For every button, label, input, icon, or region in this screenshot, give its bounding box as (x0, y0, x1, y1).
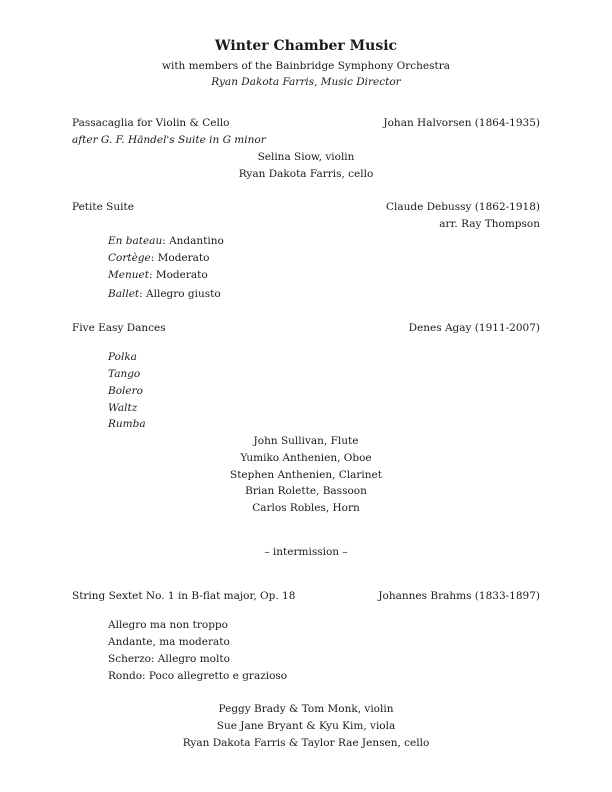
performer-line: Ryan Dakota Farris, cello (238, 168, 374, 180)
movement-name: Menuet (108, 269, 149, 281)
performer-line: Ryan Dakota Farris & Taylor Rae Jensen, cello (182, 737, 430, 749)
movement-line: Allegro ma non troppo (108, 619, 228, 631)
music-director: Ryan Dakota Farris, Music Director (211, 76, 401, 88)
piece-title: Five Easy Dances (72, 322, 166, 334)
piece-composer: Johan Halvorsen (1864-1935) (383, 117, 540, 129)
movement-line: Bolero (108, 385, 143, 397)
piece-note: after G. F. Händel's Suite in G minor (72, 134, 266, 146)
piece-composer: Johannes Brahms (1833-1897) (378, 590, 540, 602)
performer-line: Selina Siow, violin (257, 151, 355, 163)
intermission-label: – intermission – (264, 546, 348, 558)
movement-name: En bateau (108, 235, 163, 247)
performer-line: Peggy Brady & Tom Monk, violin (218, 703, 394, 715)
movement-tempo: : Andantino (162, 235, 224, 247)
performer-line: Sue Jane Bryant & Kyu Kim, viola (216, 720, 396, 732)
piece-composer: Denes Agay (1911-2007) (408, 322, 540, 334)
piece-title: String Sextet No. 1 in B-flat major, Op. 18 (72, 590, 296, 602)
performer-line: John Sullivan, Flute (253, 435, 359, 447)
movement-name: Cortège (108, 252, 151, 264)
piece-title: Petite Suite (72, 201, 134, 213)
movement-line (108, 269, 208, 281)
movement-line (108, 252, 209, 264)
movement-line: Polka (108, 351, 137, 363)
piece-composer: Claude Debussy (1862-1918) (385, 201, 540, 213)
movement-line: Waltz (108, 402, 138, 414)
performer-line: Stephen Anthenien, Clarinet (230, 469, 382, 481)
movement-line: Rondo: Poco allegretto e grazioso (108, 670, 288, 682)
movement-tempo: : Moderato (148, 269, 208, 281)
movement-name: Ballet (108, 288, 140, 300)
performer-line: Yumiko Anthenien, Oboe (240, 452, 372, 464)
movement-tempo: : Allegro giusto (139, 288, 221, 300)
movement-tempo: : Moderato (150, 252, 210, 264)
movement-line (108, 288, 221, 300)
movement-line: Andante, ma moderato (108, 636, 230, 648)
movement-line (108, 235, 224, 247)
performer-line: Brian Rolette, Bassoon (245, 485, 367, 497)
movement-line: Rumba (108, 418, 146, 430)
movement-line: Tango (108, 368, 141, 380)
piece-arranger: arr. Ray Thompson (439, 218, 540, 230)
program-title: Winter Chamber Music (214, 38, 398, 54)
performer-line: Carlos Robles, Horn (252, 502, 360, 514)
movement-line: Scherzo: Allegro molto (108, 653, 230, 665)
program-subtitle: with members of the Bainbridge Symphony Orchestra (161, 60, 451, 72)
piece-title: Passacaglia for Violin & Cello (72, 117, 230, 129)
